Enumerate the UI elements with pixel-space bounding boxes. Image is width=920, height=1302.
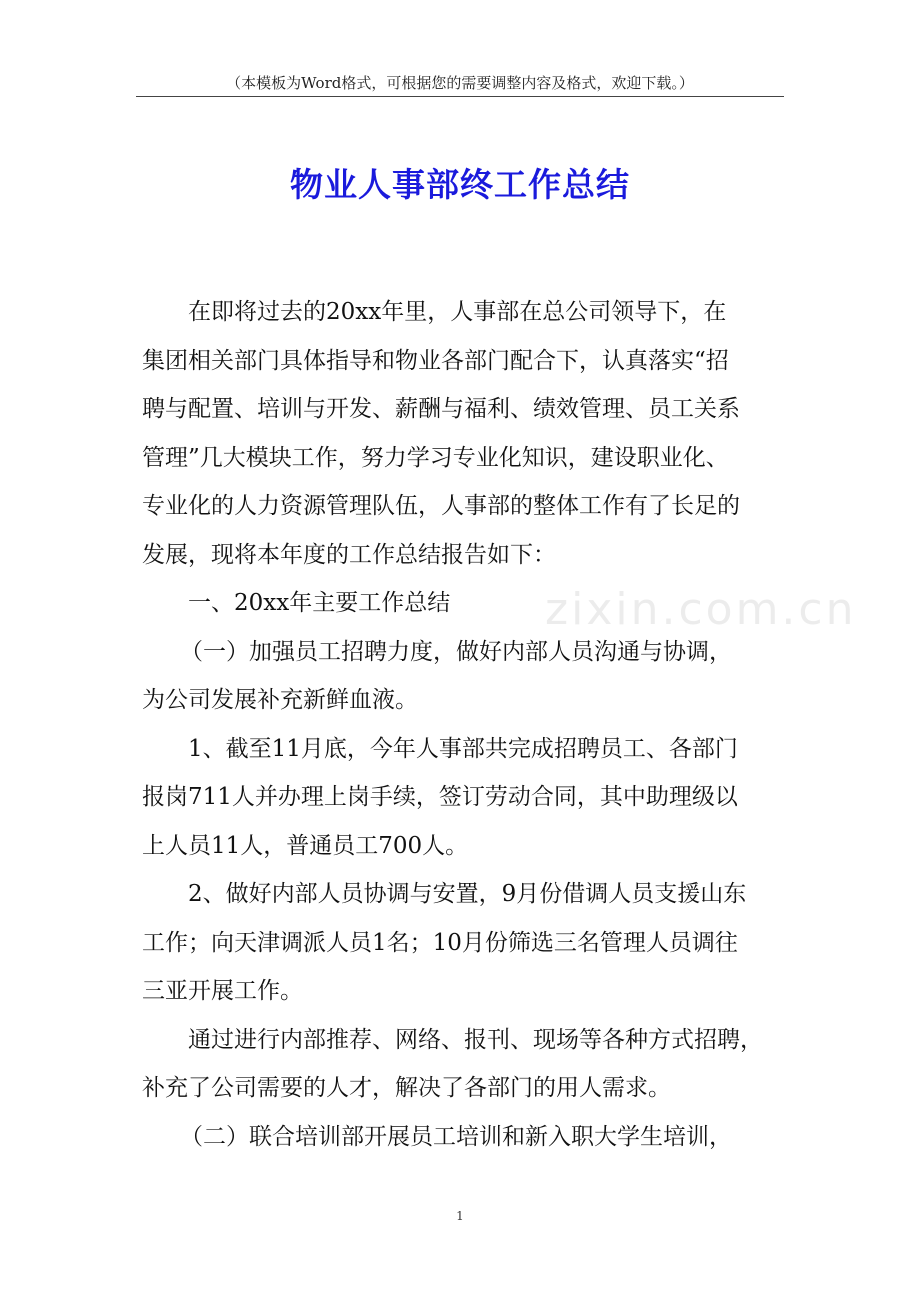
body-line: 为公司发展补充新鲜血液。 xyxy=(142,687,418,713)
body-line: 在即将过去的20xx年里，人事部在总公司领导下，在 xyxy=(188,299,727,325)
document-body xyxy=(142,288,794,1161)
page-number: 1 xyxy=(456,1209,464,1223)
body-line: 三亚开展工作。 xyxy=(142,978,303,1004)
document-title: 物业人事部终工作总结 xyxy=(290,165,630,204)
page-header-note: （本模板为Word格式，可根据您的需要调整内容及格式，欢迎下载。） xyxy=(226,74,694,92)
body-line: 2、做好内部人员协调与安置，9月份借调人员支援山东 xyxy=(188,881,747,907)
subsection-heading: （二）联合培训部开展员工培训和新入职大学生培训， xyxy=(180,1123,732,1150)
body-line: 工作；向天津调派人员1名；10月份筛选三名管理人员调往 xyxy=(142,929,738,956)
body-line: 通过进行内部推荐、网络、报刊、现场等各种方式招聘， xyxy=(188,1026,763,1053)
watermark-text: zixin.com.cn xyxy=(545,584,857,635)
body-line: 报岗711人并办理上岗手续，签订劳动合同，其中助理级以 xyxy=(142,784,738,810)
header-divider xyxy=(136,96,784,97)
body-line: 补充了公司需要的人才，解决了各部门的用人需求。 xyxy=(142,1075,671,1101)
body-line: 聘与配置、培训与开发、薪酬与福利、绩效管理、员工关系 xyxy=(142,396,740,422)
body-line: 1、截至11月底，今年人事部共完成招聘员工、各部门 xyxy=(188,735,738,762)
body-line: 管理”几大模块工作，努力学习专业化知识，建设职业化、 xyxy=(142,444,729,471)
body-line: 集团相关部门具体指导和物业各部门配合下，认真落实“招 xyxy=(142,347,729,374)
body-line: 发展，现将本年度的工作总结报告如下： xyxy=(142,541,556,568)
section-heading: 一、20xx年主要工作总结 xyxy=(188,590,451,616)
body-line: 上人员11人，普通员工700人。 xyxy=(142,832,469,859)
body-line: 专业化的人力资源管理队伍，人事部的整体工作有了长足的 xyxy=(142,493,740,519)
subsection-heading: （一）加强员工招聘力度，做好内部人员沟通与协调， xyxy=(180,638,732,665)
